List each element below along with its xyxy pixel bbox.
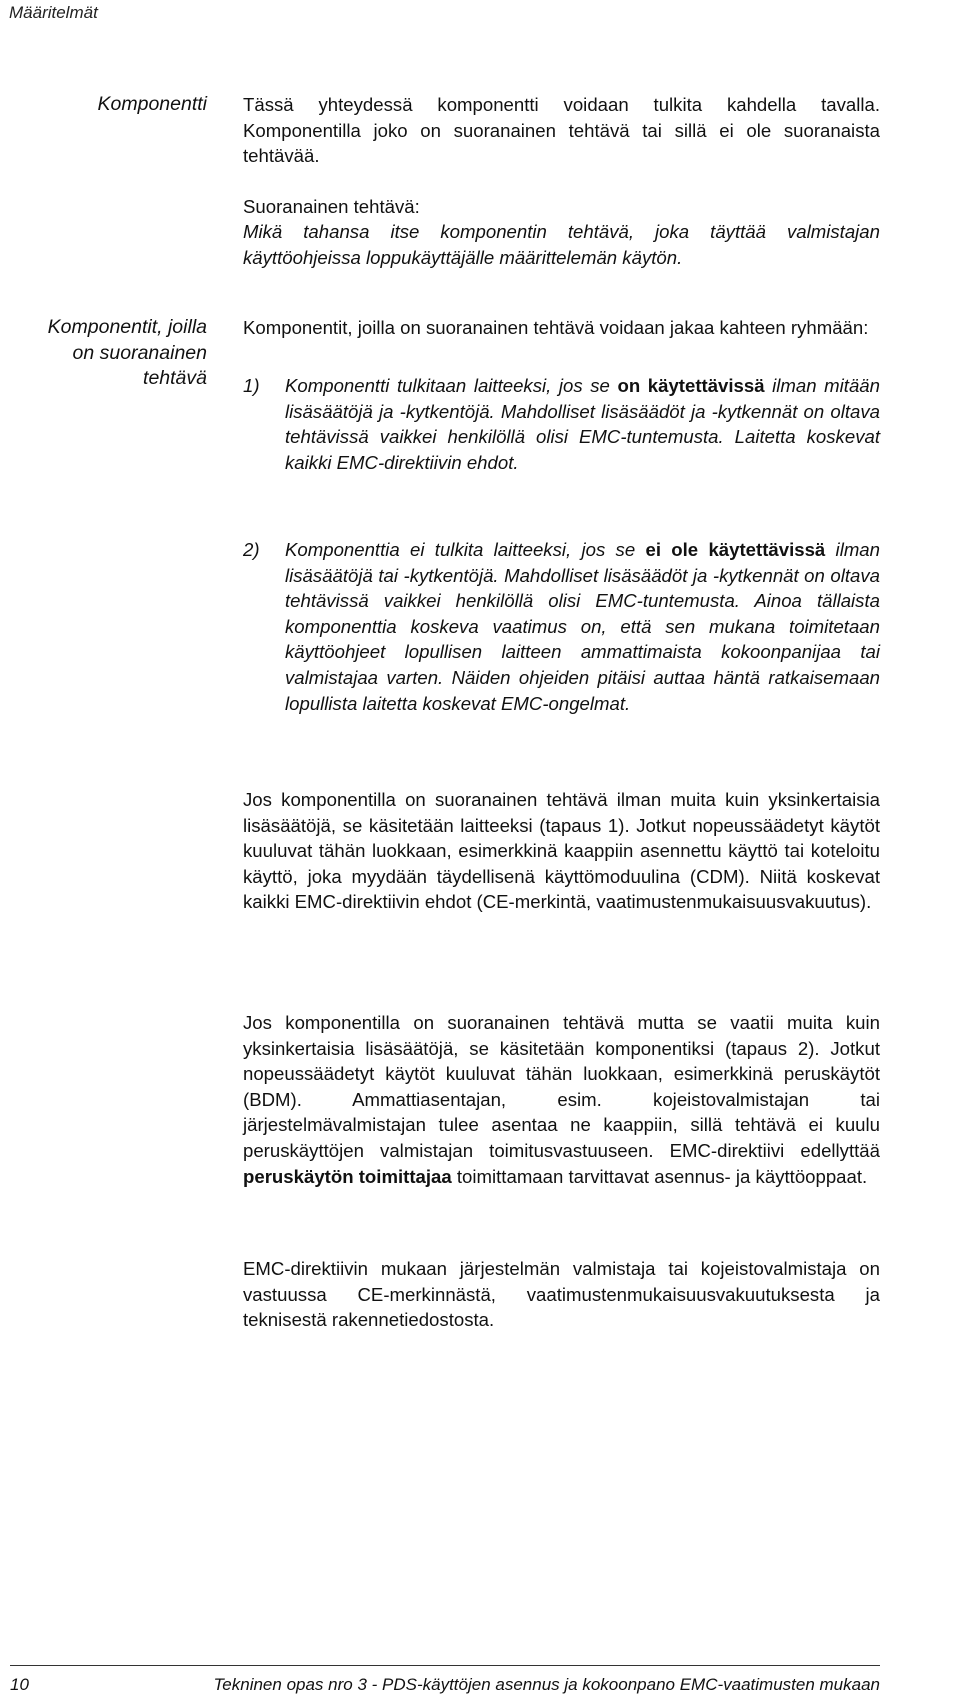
side-heading-komponentit [0,315,207,392]
side-heading-line: Komponentit, joilla [47,316,207,338]
side-heading-komponentti: Komponentti [97,93,207,115]
groups-lead: Komponentit, joilla on suoranainen tehtävä voidaan jakaa kahteen ryhmään: [243,317,869,338]
page-number: 10 [10,1675,29,1694]
paragraph-case-1: Jos komponentilla on suoranainen tehtävä ilman muita kuin yksinkertaisia lisäsäätöjä, se käsitetään laitteeksi (tapaus 1). Jotkut nopeussäädetyt käytöt kuuluvat tähän luokkaan, esimerkkinä kaappiin asennettu käyttö tai koteloitu käyttö, joka myydään täydellisenä käyttömoduulina (CDM). Niitä koskevat kaikki EMC-direktiivin ehdot (CE-merkintä, vaatimustenmukaisuusvakuutus). [243,789,880,913]
list-number: 1) [243,375,260,396]
list-item-1 [243,373,880,475]
paragraph-case-2: Jos komponentilla on suoranainen tehtävä mutta se vaatii muita kuin yksinkertaisia lisäsäätöjä, se käsitetään komponentiksi (tapaus 2). Jotkut nopeussäädetyt käytöt kuuluvat tähän luokkaan, esimerkkinä peruskäytöt (BDM). Ammattiasentajan, esim. kojeistovalmistajan tai järjestelmävalmistajan tulee asentaa ne kaappiin, sillä tehtävä ei kuulu peruskäyttöjen valmistajan toimitusvastuuseen. EMC-direktiivi edellyttää peruskäytön toimittajaa toimittamaan tarvittavat asennus- ja käyttöoppaat. [243,1012,880,1187]
direct-function-definition: Mikä tahansa itse komponentin tehtävä, joka täyttää valmistajan käyttöohjeissa loppukäyttäjälle määrittelemän käytön. [243,221,880,268]
list-item-text: Komponentti tulkitaan laitteeksi, jos se on käytettävissä ilman mitään lisäsäätöjä ja -kytkentöjä. Mahdolliset lisäsäädöt ja -kytkennät on oltava tehtävissä vaikkei henkilöllä olisi EMC-tuntemusta. Laitetta koskevat kaikki EMC-direktiivin ehdot. [285,375,880,473]
list-number: 2) [243,539,260,560]
footer-rule [10,1665,880,1666]
intro-paragraph: Tässä yhteydessä komponentti voidaan tulkita kahdella tavalla. Komponentilla joko on suoranainen tehtävä tai sillä ei ole suoranaista tehtävää. [243,94,880,167]
emphasis: on käytettävissä [617,375,765,396]
footer-title: Tekninen opas nro 3 - PDS-käyttöjen asennus ja kokoonpano EMC-vaatimusten mukaan [213,1675,880,1694]
list-item-2 [243,537,880,716]
side-heading-line: tehtävä [143,367,207,389]
paragraph-responsibility: EMC-direktiivin mukaan järjestelmän valmistaja tai kojeistovalmistaja on vastuussa CE-merkinnästä, vaatimustenmukaisuusvakuutuksesta ja teknisestä rakennetiedostosta. [243,1258,880,1331]
direct-function-label: Suoranainen tehtävä: [243,195,420,217]
emphasis: peruskäytön toimittajaa [243,1165,452,1187]
side-heading-line: on suoranainen [72,341,207,364]
intro-section [243,92,880,271]
emphasis: ei ole käytettävissä [645,539,826,560]
list-item-text: Komponenttia ei tulkita laitteeksi, jos se ei ole käytettävissä ilman lisäsäätöjä tai -kytkentöjä. Mahdolliset lisäsäädöt ja -kytkennät on oltava tehtävissä vaikkei henkilöllä olisi EMC-tuntemusta. Ainoa tällaista komponenttia koskeva vaatimus on, että sen mukana toimitetaan käyttöohjeet lopullisen laitteen ammattimaista kokoonpanijaa tai valmistajaa varten. Näiden ohjeiden pitäisi auttaa häntä ratkaisemaan lopullista laitetta koskevat EMC-ongelmat. [285,539,880,714]
running-header: Määritelmät [9,3,98,22]
